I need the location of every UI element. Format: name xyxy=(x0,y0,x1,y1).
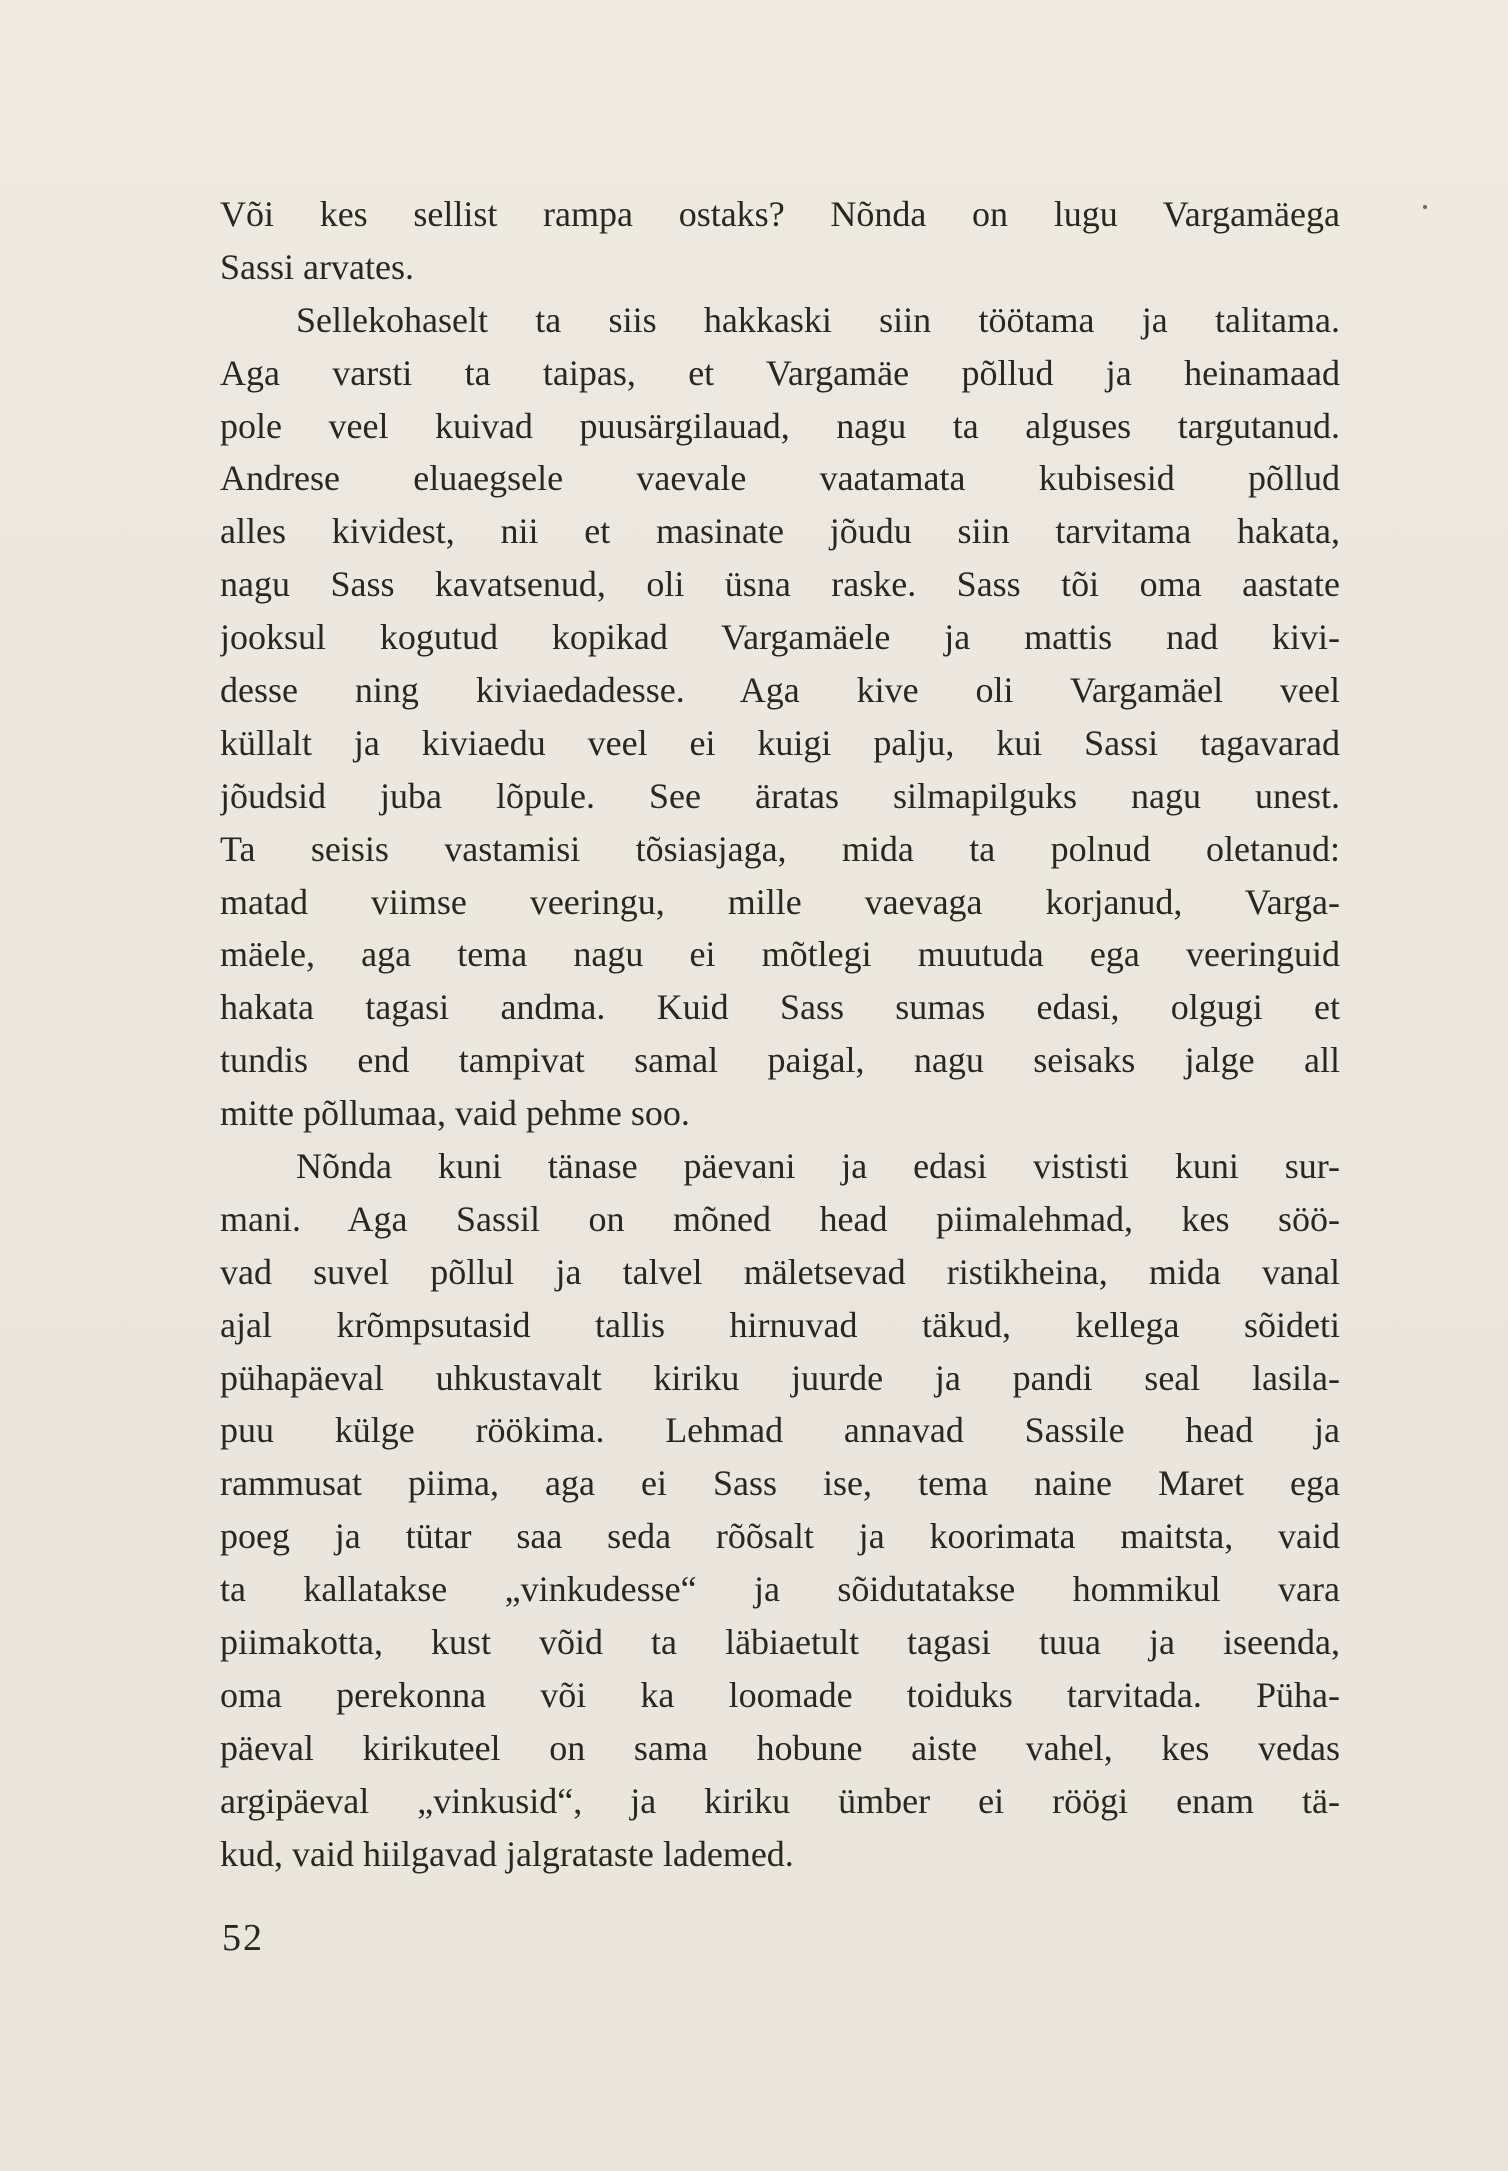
text-line: hakata tagasi andma. Kuid Sass sumas edasi, olgugi et xyxy=(220,987,1340,1028)
text-line: vad suvel põllul ja talvel mäletsevad ristikheina, mida vanal xyxy=(220,1251,1340,1292)
paragraph xyxy=(220,294,1340,1140)
text-line: küllalt ja kiviaedu veel ei kuigi palju, kui Sassi tagavarad xyxy=(220,722,1340,763)
ink-speck xyxy=(1423,205,1427,209)
text-line: jõudsid juba lõpule. See äratas silmapilguks nagu unest. xyxy=(220,775,1340,816)
text-line: ajal krõmpsutasid tallis hirnuvad täkud, kellega sõideti xyxy=(220,1304,1340,1345)
text-line: Andrese eluaegsele vaevale vaatamata kubisesid põllud xyxy=(220,458,1340,499)
text-line: mäele, aga tema nagu ei mõtlegi muutuda ega veeringuid xyxy=(220,934,1340,975)
body-text xyxy=(220,188,1340,1881)
text-line: desse ning kiviaedadesse. Aga kive oli Vargamäel veel xyxy=(220,670,1340,711)
text-line: tundis end tampivat samal paigal, nagu seisaks jalge all xyxy=(220,1040,1340,1081)
text-line: nagu Sass kavatsenud, oli üsna raske. Sass tõi oma aastate xyxy=(220,564,1340,605)
text-line: rammusat piima, aga ei Sass ise, tema naine Maret ega xyxy=(220,1463,1340,1504)
text-line: argipäeval „vinkusid“, ja kiriku ümber ei röögi enam tä- xyxy=(220,1780,1340,1821)
text-line: puu külge röökima. Lehmad annavad Sassile head ja xyxy=(220,1410,1340,1451)
text-line: alles kividest, nii et masinate jõudu siin tarvitama hakata, xyxy=(220,511,1340,552)
text-line: pole veel kuivad puusärgilauad, nagu ta alguses targutanud. xyxy=(220,405,1340,446)
text-line: oma perekonna või ka loomade toiduks tarvitada. Püha- xyxy=(220,1674,1340,1715)
text-line: jooksul kogutud kopikad Vargamäele ja mattis nad kivi- xyxy=(220,617,1340,658)
text-line: Nõnda kuni tänase päevani ja edasi vististi kuni sur- xyxy=(296,1146,1340,1187)
paragraph xyxy=(220,1140,1340,1880)
text-line: matad viimse veeringu, mille vaevaga korjanud, Varga- xyxy=(220,881,1340,922)
text-line: Või kes sellist rampa ostaks? Nõnda on lugu Vargamäega xyxy=(220,194,1340,234)
text-line: pühapäeval uhkustavalt kiriku juurde ja pandi seal lasila- xyxy=(220,1357,1340,1398)
text-line: mani. Aga Sassil on mõned head piimalehmad, kes söö- xyxy=(220,1198,1340,1239)
paragraph xyxy=(220,188,1340,294)
text-line: ta kallatakse „vinkudesse“ ja sõidutatakse hommikul vara xyxy=(220,1569,1340,1610)
text-line: päeval kirikuteel on sama hobune aiste vahel, kes vedas xyxy=(220,1727,1340,1768)
text-line: kud, vaid hiilgavad jalgrataste lademed. xyxy=(220,1833,794,1874)
text-line: poeg ja tütar saa seda rõõsalt ja koorimata maitsta, vaid xyxy=(220,1516,1340,1557)
text-line: mitte põllumaa, vaid pehme soo. xyxy=(220,1093,690,1134)
text-line: Sellekohaselt ta siis hakkaski siin töötama ja talitama. xyxy=(296,299,1340,340)
text-line: piimakotta, kust võid ta läbiaetult tagasi tuua ja iseenda, xyxy=(220,1622,1340,1663)
text-line: Aga varsti ta taipas, et Vargamäe põllud ja heinamaad xyxy=(220,352,1340,393)
page-number: 52 xyxy=(222,1917,264,1959)
text-line: Ta seisis vastamisi tõsiasjaga, mida ta polnud oletanud: xyxy=(220,828,1340,869)
text-line: Sassi arvates. xyxy=(220,246,414,287)
